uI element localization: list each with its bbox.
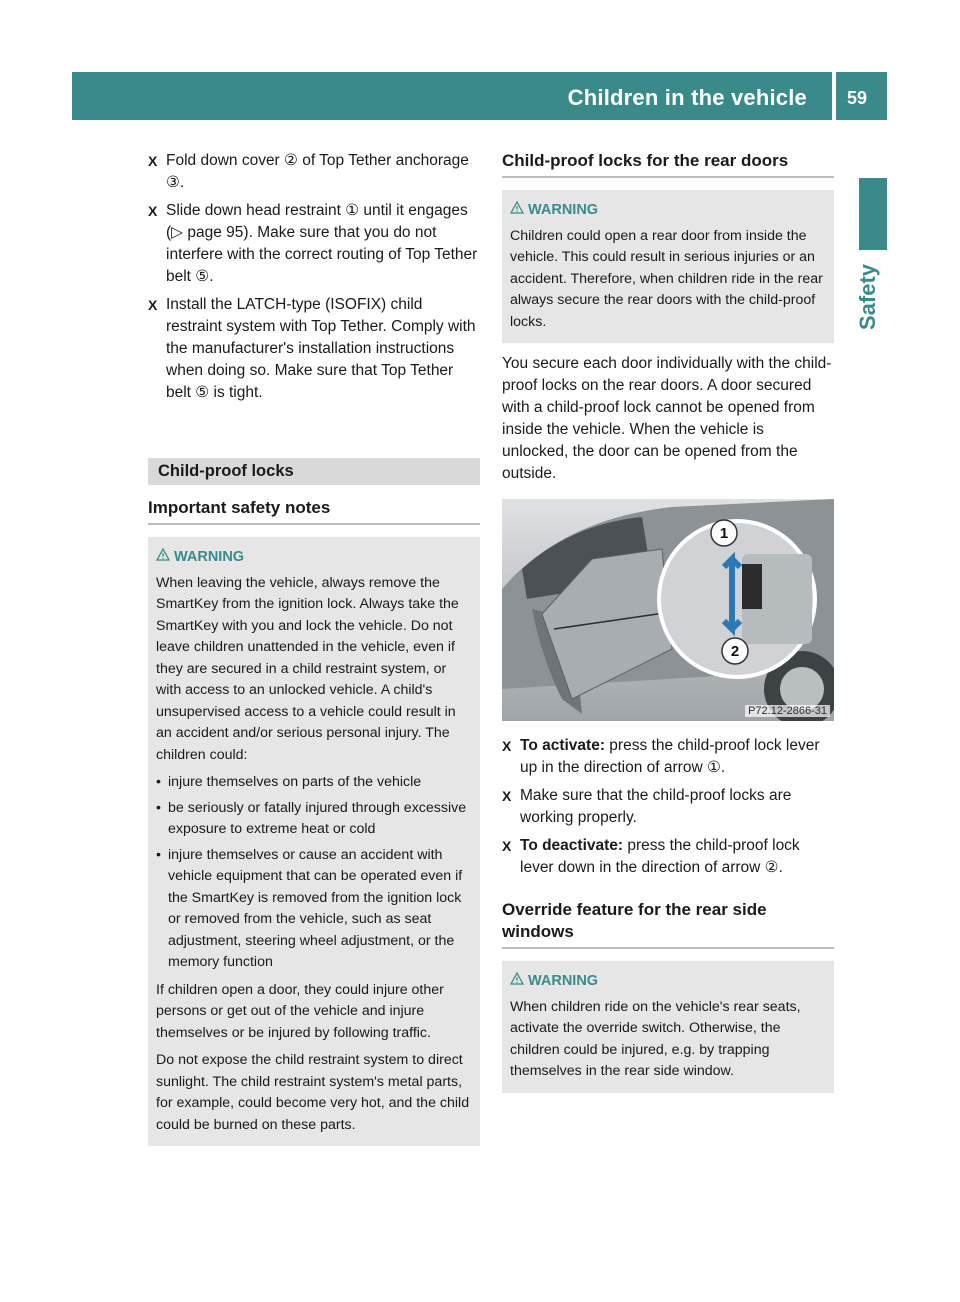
instruction-step	[502, 835, 834, 879]
instruction-step	[148, 200, 480, 288]
step-text: Install the LATCH-type (ISOFIX) child restraint system with Top Tether. Comply with the manufacturer's installation instructions when doing so. Make sure that Top Tether belt ⑤ is tight.	[166, 296, 476, 401]
step-marker: X	[148, 153, 158, 169]
step-label: To activate:	[520, 737, 605, 754]
step-text: Make sure that the child-proof locks are working properly.	[520, 787, 792, 826]
warning-bullet-list	[156, 772, 472, 974]
step-label: To deactivate:	[520, 837, 624, 854]
warning-box	[148, 537, 480, 1146]
header-divider	[832, 72, 836, 120]
section-tab-block	[859, 178, 887, 250]
car-door-illustration	[502, 499, 834, 721]
step-marker: X	[148, 297, 158, 313]
override-feature-heading: Override feature for the rear side windows	[502, 899, 834, 949]
page-header	[72, 72, 887, 120]
warning-box	[502, 190, 834, 343]
warning-box	[502, 961, 834, 1093]
chapter-title: Children in the vehicle	[567, 85, 807, 110]
warning-text: Do not expose the child restraint system to direct sunlight. The child restraint system's metal parts, for example, could become very hot, and the child could be burned on these parts.	[156, 1052, 470, 1133]
warning-title: WARNING	[510, 971, 826, 993]
left-column	[148, 150, 480, 1146]
section-tab-label: Safety	[855, 263, 880, 330]
step-text: press the child-proof lock lever up in the direction of arrow ①.	[520, 737, 820, 776]
warning-triangle-icon	[156, 548, 170, 561]
page-number: 59	[846, 88, 867, 108]
list-item: • injure themselves or cause an accident with vehicle equipment that can be operated even if the SmartKey is removed from the ignition lock or removed from the vehicle, such as seat adjustment, steering wheel adjustment, or the memory function	[156, 845, 472, 974]
rear-door-locks-heading: Child-proof locks for the rear doors	[502, 150, 834, 178]
important-safety-notes-heading: Important safety notes	[148, 497, 480, 525]
warning-triangle-icon	[510, 201, 524, 214]
step-marker: X	[148, 203, 158, 219]
warning-text: Children could open a rear door from inside the vehicle. This could result in serious injuries or an accident. Therefore, when children ride in the rear always secure the rear doors with the child-proof locks.	[510, 227, 823, 330]
step-marker: X	[502, 788, 512, 804]
list-item: • injure themselves on parts of the vehicle	[156, 772, 472, 794]
child-lock-illustration	[502, 499, 834, 721]
step-text: press the child-proof lock lever down in the direction of arrow ②.	[520, 837, 800, 876]
step-marker: X	[502, 738, 512, 754]
instruction-step	[148, 294, 480, 404]
callout-2: 2	[730, 643, 740, 660]
warning-title: WARNING	[510, 200, 826, 222]
child-proof-locks-heading: Child-proof locks	[148, 458, 480, 485]
callout-1: 1	[719, 525, 729, 542]
warning-title: WARNING	[156, 547, 472, 569]
warning-text: When leaving the vehicle, always remove the SmartKey from the ignition lock. Always take the SmartKey with you and lock the vehicle. Do not leave children unattended in the vehicle, even if they are secured in a child restraint system, or with access to an unlocked vehicle. A child's unsupervised access to a vehicle could result in an accident and/or serious personal injury. The children could:	[156, 574, 459, 763]
instruction-step	[502, 785, 834, 829]
figure-code: P72.12-2866-31	[745, 705, 830, 717]
warning-text: If children open a door, they could injure other persons or get out of the vehicle and injure themselves or be injured by following traffic.	[156, 981, 444, 1041]
list-item: • be seriously or fatally injured through excessive exposure to extreme heat or cold	[156, 798, 472, 841]
body-paragraph: You secure each door individually with the child-proof locks on the rear doors. A door secured with a child-proof lock cannot be opened from inside the vehicle. When the vehicle is unlocked, the door can be opened from the outside.	[502, 355, 832, 482]
step-text: Fold down cover ② of Top Tether anchorage ③.	[166, 152, 469, 191]
instruction-step	[502, 735, 834, 779]
instruction-step	[148, 150, 480, 194]
right-column	[502, 150, 834, 1093]
step-marker: X	[502, 838, 512, 854]
warning-text: When children ride on the vehicle's rear seats, activate the override switch. Otherwise, the children could be injured, e.g. by trapping themselves in the rear side window.	[510, 998, 801, 1079]
warning-triangle-icon	[510, 972, 524, 985]
step-text: Slide down head restraint ① until it engages (▷ page 95). Make sure that you do not interfere with the correct routing of Top Tether belt ⑤.	[166, 202, 478, 285]
